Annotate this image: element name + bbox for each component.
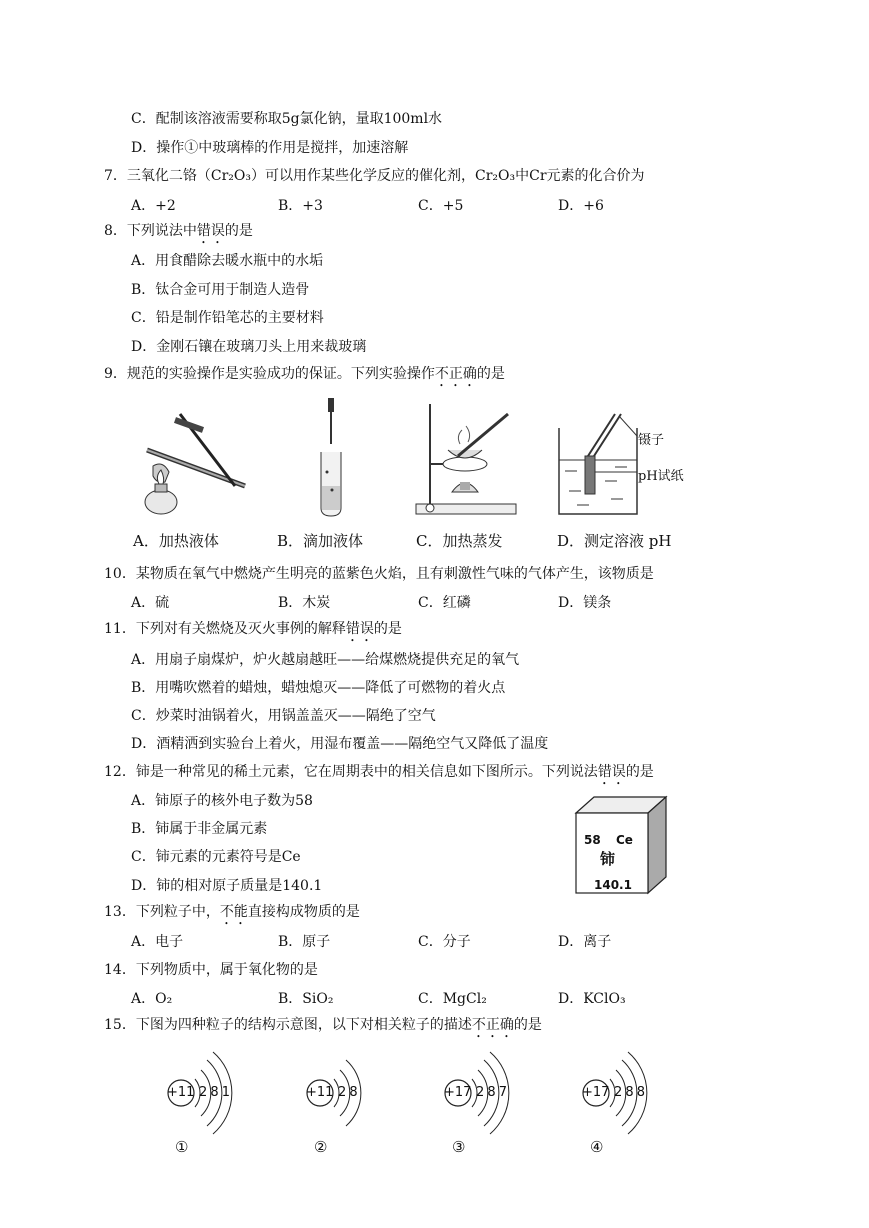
q9-stem-tail: 的是 <box>476 366 505 382</box>
q8-stem-tail: 的是 <box>224 223 253 239</box>
q12-stem-emphasis: 错误 <box>597 764 626 780</box>
q7-option-b: B．+3 <box>278 198 323 214</box>
q14-option-b: B．SiO₂ <box>278 991 334 1007</box>
atom-2-label: ② <box>314 1138 328 1156</box>
q11-stem-emphasis: 错误 <box>345 621 374 637</box>
heating-liquid-figure <box>135 400 255 520</box>
q10-option-b: B．木炭 <box>278 595 331 611</box>
ph-paper-label: pH试纸 <box>638 469 684 484</box>
q13-option-d: D．离子 <box>558 934 612 950</box>
q11-stem-tail: 的是 <box>373 621 402 637</box>
q8-option-d: D．金刚石镶在玻璃刀头上用来裁玻璃 <box>131 339 367 355</box>
q12-stem-text: 12．铈是一种常见的稀土元素，它在周期表中的相关信息如下图所示。下列说法 <box>104 764 598 780</box>
dropping-liquid-figure <box>312 398 352 518</box>
q8-stem-emphasis: 错误 <box>196 223 225 239</box>
q13-option-c: C．分子 <box>418 934 471 950</box>
atom-3-label: ③ <box>452 1138 466 1156</box>
q14-option-a: A．O₂ <box>131 991 173 1007</box>
q13-option-b: B．原子 <box>278 934 331 950</box>
atom-1-label: ① <box>175 1138 189 1156</box>
atom-4-label: ④ <box>590 1138 604 1156</box>
q8-stem <box>104 222 253 247</box>
q9-caption-c: C．加热蒸发 <box>416 532 503 550</box>
q9-caption-d: D．测定溶液 pH <box>557 532 672 550</box>
q10-option-a: A．硫 <box>131 595 170 611</box>
q14-option-d: D．KClO₃ <box>558 991 626 1007</box>
q15-stem-emphasis: 不正确 <box>471 1017 514 1033</box>
element-name: 铈 <box>600 850 616 868</box>
q7-option-d: D．+6 <box>558 198 604 214</box>
atom-1-shells: 2 8 1 <box>199 1085 231 1100</box>
q12-option-b: B．铈属于非金属元素 <box>131 821 268 837</box>
q11-option-c: C．炒菜时油锅着火，用锅盖盖灭——隔绝了空气 <box>131 708 436 724</box>
q13-stem <box>104 903 360 928</box>
element-atomic-mass: 140.1 <box>594 878 632 892</box>
atom-1-nucleus: +11 <box>167 1085 195 1100</box>
q14-stem: 14．下列物质中，属于氧化物的是 <box>104 962 318 978</box>
q7-stem: 7．三氧化二铬（Cr₂O₃）可以用作某些化学反应的催化剂，Cr₂O₃中Cr元素的化合价为 <box>104 168 645 184</box>
q14-option-c: C．MgCl₂ <box>418 991 487 1007</box>
atom-3-shells: 2 8 7 <box>476 1085 508 1100</box>
q10-option-c: C．红磷 <box>418 595 471 611</box>
q9-stem-emphasis: 不正确 <box>434 366 477 382</box>
atom-4-shells: 2 8 8 <box>614 1085 646 1100</box>
ph-test-figure <box>555 410 695 520</box>
q12-stem <box>104 763 654 788</box>
tweezers-label: 镊子 <box>638 433 665 448</box>
q11-option-d: D．酒精洒到实验台上着火，用湿布覆盖——隔绝空气又降低了温度 <box>131 736 549 752</box>
q8-option-a: A．用食醋除去暖水瓶中的水垢 <box>131 253 324 269</box>
q8-option-c: C．铅是制作铅笔芯的主要材料 <box>131 310 324 326</box>
q12-option-d: D．铈的相对原子质量是140.1 <box>131 878 323 894</box>
q15-stem-text: 15．下图为四种粒子的结构示意图，以下对相关粒子的描述 <box>104 1017 472 1033</box>
q9-stem-text: 9．规范的实验操作是实验成功的保证。下列实验操作 <box>104 366 435 382</box>
atom-3-nucleus: +17 <box>444 1085 472 1100</box>
q13-option-a: A．电子 <box>131 934 184 950</box>
q15-stem <box>104 1016 542 1041</box>
q6-option-c: C．配制该溶液需要称取5g氯化钠，量取100ml水 <box>131 111 443 127</box>
q12-option-c: C．铈元素的元素符号是Ce <box>131 849 301 865</box>
atom-4-nucleus: +17 <box>582 1085 610 1100</box>
q9-stem <box>104 365 505 390</box>
q11-stem <box>104 620 402 645</box>
atom-2-nucleus: +11 <box>306 1085 334 1100</box>
q12-stem-tail: 的是 <box>625 764 654 780</box>
q13-stem-emphasis: 不能 <box>219 904 248 920</box>
q9-caption-a: A．加热液体 <box>133 532 219 550</box>
element-symbol: Ce <box>616 833 633 847</box>
q11-option-a: A．用扇子扇煤炉，炉火越扇越旺——给煤燃烧提供充足的氧气 <box>131 652 520 668</box>
atom-2-shells: 2 8 <box>338 1085 358 1100</box>
q11-stem-text: 11．下列对有关燃烧及灭火事例的解释 <box>104 621 346 637</box>
evaporation-figure <box>412 400 522 518</box>
q10-stem: 10．某物质在氧气中燃烧产生明亮的蓝紫色火焰，且有刺激性气味的气体产生，该物质是 <box>104 566 654 582</box>
q9-caption-b: B．滴加液体 <box>277 532 364 550</box>
q15-stem-tail: 的是 <box>513 1017 542 1033</box>
q13-stem-text: 13．下列粒子中， <box>104 904 220 920</box>
q10-option-d: D．镁条 <box>558 595 612 611</box>
q6-option-d: D．操作①中玻璃棒的作用是搅拌，加速溶解 <box>131 140 409 156</box>
q8-stem-text: 8．下列说法中 <box>104 223 197 239</box>
q7-option-c: C．+5 <box>418 198 464 214</box>
q7-option-a: A．+2 <box>131 198 176 214</box>
element-atomic-number: 58 <box>584 833 601 847</box>
q12-option-a: A．铈原子的核外电子数为58 <box>131 793 313 809</box>
q11-option-b: B．用嘴吹燃着的蜡烛，蜡烛熄灭——降低了可燃物的着火点 <box>131 680 506 696</box>
q13-stem-tail: 直接构成物质的是 <box>247 904 360 920</box>
q8-option-b: B．钛合金可用于制造人造骨 <box>131 282 310 298</box>
